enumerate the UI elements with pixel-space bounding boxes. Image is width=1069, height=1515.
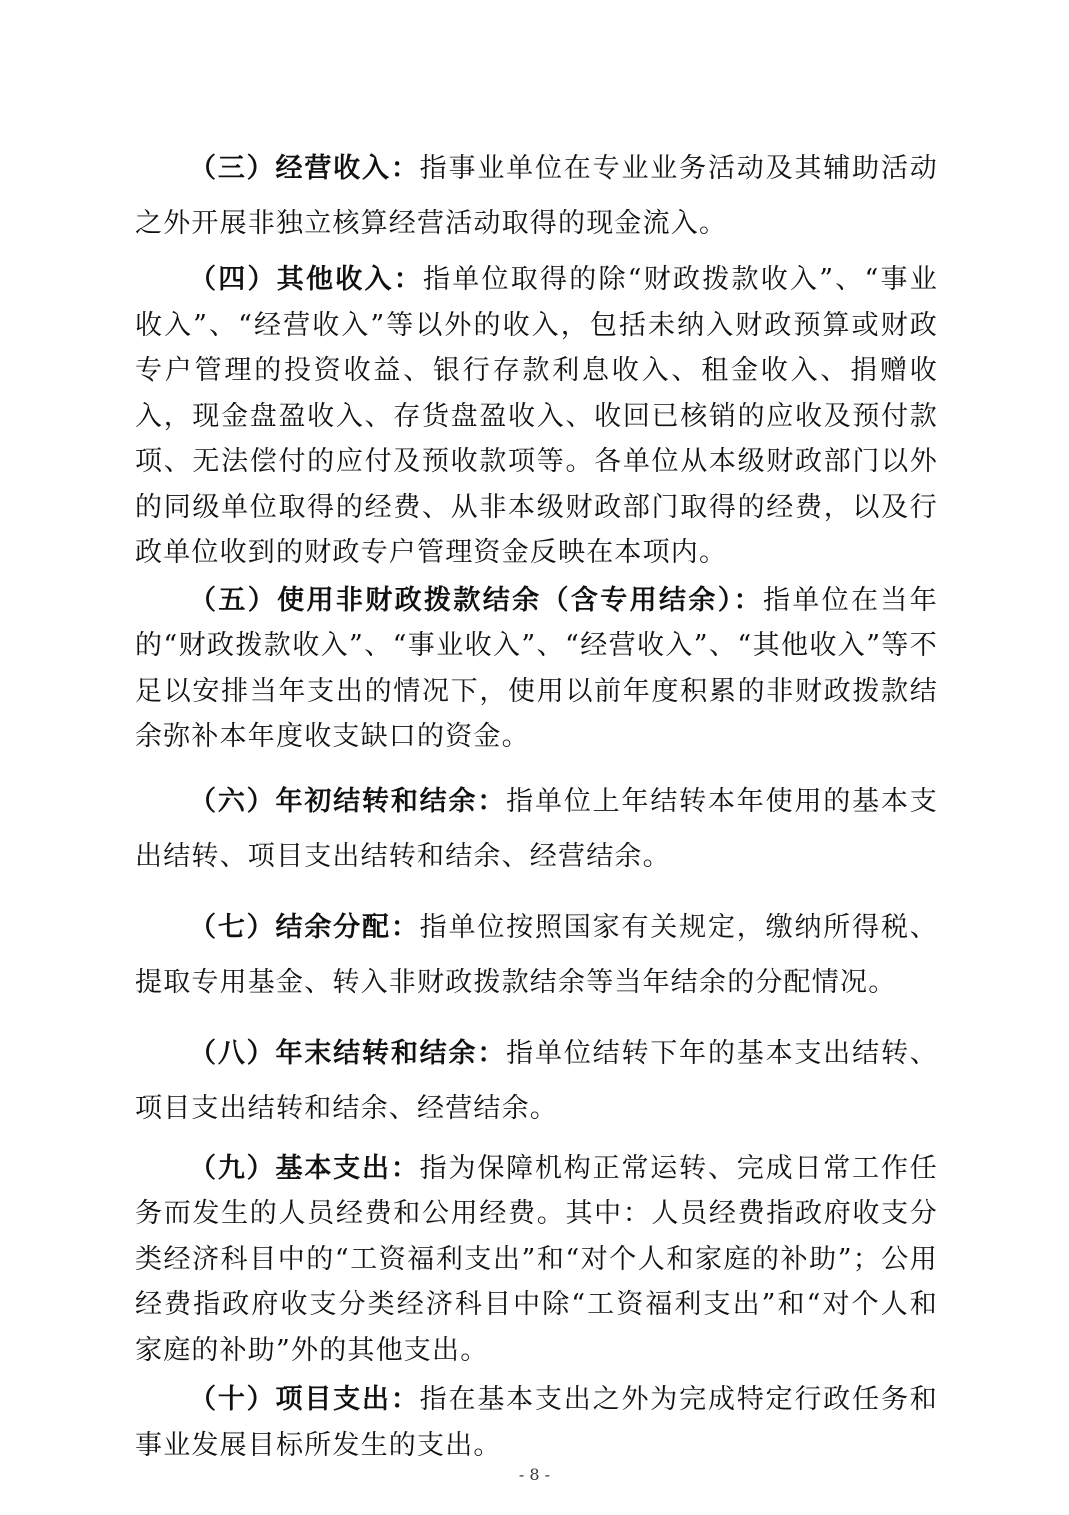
paragraph-text: 指在基本支出之外为完成特定行政任务和事业发展目标所发生的支出。 xyxy=(135,1384,938,1461)
paragraph-project-expenditure xyxy=(135,1377,938,1468)
paragraph-heading: （六）年初结转和结余： xyxy=(189,785,507,817)
page-number: - 8 - xyxy=(518,1465,551,1484)
paragraph-text: 指单位在当年的“财政拨款收入”、“事业收入”、“经营收入”、“其他收入”等不足以安排当年支出的情况下，使用以前年度积累的非财政拨款结余弥补本年度收支缺口的资金。 xyxy=(135,584,938,752)
paragraph-heading: （七）结余分配： xyxy=(189,911,420,943)
paragraph-text: 指单位按照国家有关规定，缴纳所得税、提取专用基金、转入非财政拨款结余等当年结余的分配情况。 xyxy=(135,911,938,998)
paragraph-heading: （五）使用非财政拨款结余（含专用结余）： xyxy=(189,584,763,616)
paragraph-non-fiscal-surplus xyxy=(135,578,938,760)
paragraph-heading: （三）经营收入： xyxy=(189,153,420,184)
paragraph-operating-income xyxy=(135,141,938,251)
paragraph-other-income xyxy=(135,257,938,576)
paragraph-basic-expenditure xyxy=(135,1146,938,1374)
paragraph-heading: （十）项目支出： xyxy=(189,1384,420,1415)
paragraph-heading: （四）其他收入： xyxy=(189,264,423,295)
paragraph-surplus-distribution xyxy=(135,900,938,1010)
paragraph-text: 指为保障机构正常运转、完成日常工作任务而发生的人员经费和公用经费。其中：人员经费指政府收支分类经济科目中的“工资福利支出”和“对个人和家庭的补助”；公用经费指政府收支分类经济科目中除“工资福利支出”和“对个人和家庭的补助”外的其他支出。 xyxy=(135,1152,938,1366)
paragraph-text: 指单位结转下年的基本支出结转、项目支出结转和结余、经营结余。 xyxy=(135,1037,939,1124)
paragraph-opening-balance xyxy=(135,774,938,884)
paragraph-text: 指事业单位在专业业务活动及其辅助活动之外开展非独立核算经营活动取得的现金流入。 xyxy=(135,153,938,239)
paragraph-text: 指单位上年结转本年使用的基本支出结转、项目支出结转和结余、经营结余。 xyxy=(135,785,939,872)
document-body xyxy=(135,141,938,1468)
paragraph-closing-balance xyxy=(135,1026,938,1136)
paragraph-heading: （八）年末结转和结余： xyxy=(189,1037,507,1069)
paragraph-text: 指单位取得的除“财政拨款收入”、“事业收入”、“经营收入”等以外的收入，包括未纳入财政预算或财政专户管理的投资收益、银行存款利息收入、租金收入、捐赠收入，现金盘盈收入、存货盘盈收入、收回已核销的应收及预付款项、无法偿付的应付及预收款项等。各单位从本级财政部门以外的同级单位取得的经费、从非本级财政部门取得的经费，以及行政单位收到的财政专户管理资金反映在本项内。 xyxy=(135,264,938,568)
paragraph-heading: （九）基本支出： xyxy=(189,1152,420,1184)
